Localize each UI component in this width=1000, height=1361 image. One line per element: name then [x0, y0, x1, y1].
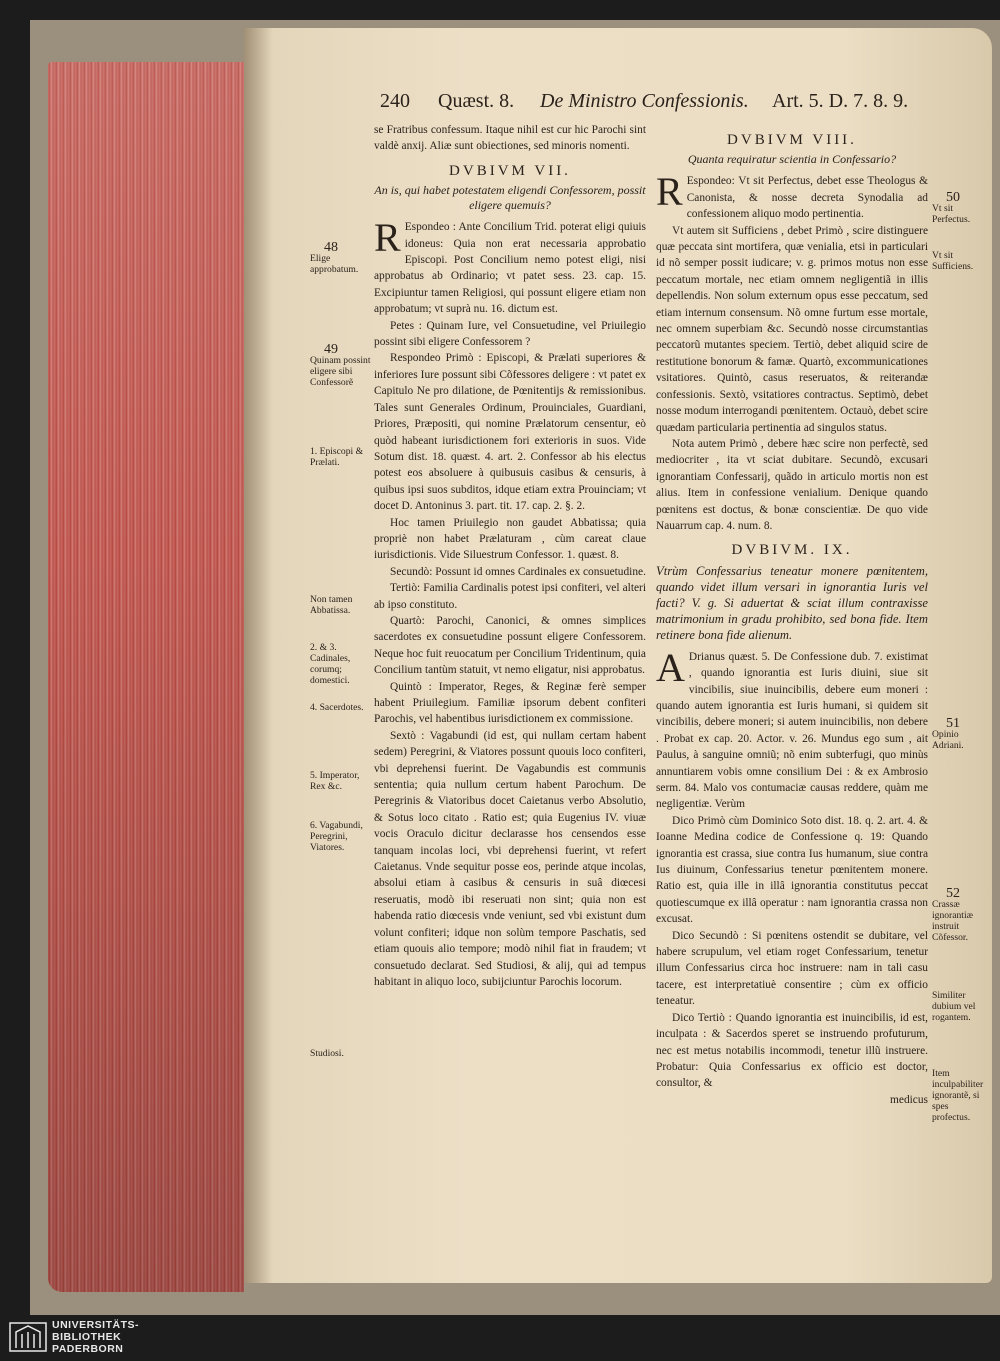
- paragraph: Quartò: Parochi, Canonici, & omnes simplices sacerdotes ex consuetudine possunt eligere Confessorem. Neque hoc fuit reuocatum per Concilium Tridentinum, quia Concilium tantùm statuit, vt nemo eligatur, nisi approbatus.: [374, 614, 646, 677]
- dubium-9-question: Vtrùm Confessarius teneatur monere pœnitentem, quando videt illum versari in ignorantia Iuris vel facti? V. g. Si aduertat & sciat illum contraxisse matrimonium in gradu prohibito, sed bona fide. Item retinere bona fide alienum.: [656, 563, 928, 642]
- right-column: [656, 132, 928, 1108]
- paragraph: Sextò : Vagabundi (id est, qui nullam certam habent sedem) Peregrini, & Viatores possunt quouis loco confiteri, vbi deprehensi fuerint. De Vagabundis est communis sententia; quia nullum certum habent Parochum. De Peregrinis & Viatoribus docet Caietanus verbo Absolutio, & Sotus loco citato . Ratio est; quia Eugenius IV. viuæ vocis Oraculo dicitur declarasse hos censendos esse tanquam incolas loci, vbi deprehensi fuerint, vt refert Caietanus. Vnde sequitur posse eos, perinde atque incolas, absolui etiam à casibus & censuris in suâ diœcesi reseruatis, modò ibi reseruati non sint; quia non est habenda ratio diœcesis vnde veniunt, sed vbi existunt dum volunt confiteri; idque non solùm tempore Paschatis, sed etiam quouis alio tempore; modò nihil fiat in fraudem; vt consuetudo declarat. Sed Studiosi, & alij, qui ad tempus habitant in aliquo loco, subijciuntur Parochis locorum.: [374, 729, 646, 988]
- margin-note: Non tamen Abbatissa.: [310, 594, 353, 616]
- intro-text: se Fratribus confessum. Itaque nihil est cur hic Parochi sint valdè anxij. Aliæ sunt obiectiones, sed minoris nomenti.: [374, 124, 646, 153]
- margin-note: 48 Elige approbatum.: [310, 240, 359, 275]
- catchword: medicus: [890, 1093, 928, 1106]
- paragraph: R Espondeo: Vt sit Perfectus, debet esse Theologus & Canonista, & nosse decreta Synodalia ad confessionem aliquo modo pertinentia.: [656, 169, 928, 221]
- margin-note: 5. Imperator, Rex &c.: [310, 770, 360, 792]
- paragraph: Dico Primò cùm Dominico Soto dist. 18. q. 2. art. 4. & Ioanne Medina codice de Confessione q. 19: Quando ignorantia est crassa, siue contra Ius humanum, siue contra Ius diuinum, Confessarius tenetur pœnitentem monere. Ratio est, quia ille in illâ ignorantia constitutus peccat quotiescumque ex illâ operatur : nam ignorantia crassa non excusat.: [656, 814, 928, 926]
- left-column: [374, 122, 646, 990]
- dubium-7-title: DVBIVM VII.: [449, 162, 571, 179]
- margin-note: 6. Vagabundi, Peregrini, Viatores.: [310, 820, 363, 853]
- paragraph: A Drianus quæst. 5. De Confessione dub. 7. existimat , quando ignorantia est Iuris diuini, siue sit vincibilis, siue inuincibilis, debere eum moneri : quando autem ignorantia est Iuris humani, si quidem sit vincibilis, debere moneri; si autem inuincibilis, non debere . Probat ex cap. 20. Actor. v. 26. Mundus ego sum , ait Paulus, à sanguine omniũ; nõ enim subterfugi, quo minùs annuntiarem vobis omne consilium Dei : & ex Ambrosio serm. 84. Malo vos contumaciæ causas reddere, quàm me negligentiæ. Verùm: [656, 644, 928, 811]
- margin-note: Vt sit Sufficiens.: [932, 250, 974, 272]
- margin-note: 4. Sacerdotes.: [310, 702, 364, 713]
- paragraph: Dico Tertiò : Quando ignorantia est inuincibilis, id est, inculpata : & Sacerdos speret se instruendo profuturum, nec est metus notabilis incommodi, tenetur illũ instruere. Probatur: Quia Confessarius ex officio est doctor, consultor, &: [656, 1011, 928, 1090]
- paragraph: Vt autem sit Sufficiens , debet Primò , scire distinguere quæ peccata sint mortifera, quæ venialia, etsi in particulari id nõ semper possit iudicare; v. g. primos motus non esse peccatum mortale, nec etiam omnem negligentiã in illis depellendis. Non solum externum opus esse peccatum, sed etiam internum consensum. Nõ omne furtum esse mortale, nec omnem superbiam &c. Secundò nosse circumstantias peccatorũ mutantes speciem. Tertiò, debet aliquid scire de restitutione bonorum & famæ. Quartò, excommunicationes vsitatiores. Quintò, casus reseruatos, & reiterandæ confessionis. Sextò, vsitatiores contractus. Septimò, debet nosse modum interrogandi pœnitentem. Octauò, debet scire quædam particularia pertinentia ad singulos status.: [656, 224, 928, 434]
- page-edge-shading: [48, 62, 244, 1292]
- margin-note: 2. & 3. Cadinales, corumq; domestici.: [310, 642, 351, 686]
- margin-note: 51 Opinio Adriani.: [932, 716, 964, 751]
- paragraph: Tertiò: Familia Cardinalis potest ipsi confiteri, vel alteri ab ipso constituto.: [374, 582, 646, 611]
- header-quaestio: Quæst. 8.: [438, 90, 515, 112]
- library-seal-icon: [8, 1320, 48, 1354]
- drop-cap: A: [656, 644, 685, 690]
- drop-cap: R: [374, 215, 401, 261]
- paragraph: Respondeo Primò : Episcopi, & Prælati superiores & inferiores Iure possunt sibi Cõfessores deligere : vt patet ex Capitulo Ne pro dilatione, de Pœnitentijs & remissionibus. Tales sunt Generales Ordinum, Prouinciales, Guardiani, Priores, Præpositi, qui nomine Prælatorum censentur, eò quòd habeant iurisdictionem fori exterioris in suos. Vide Sotum dist. 18. quæst. 4. art. 2. Confessor ab his electus potest eos absoluere à quibusuis casibus & censuris, à quibus ipsi suos subditos, idque etiam extra Prouinciam; vt docet D. Antoninus 3. part. tit. 17. cap. 2. §. 2.: [374, 352, 646, 513]
- running-header: [380, 90, 980, 124]
- paragraph: Hoc tamen Priuilegio non gaudet Abbatissa; quia propriè non habet Prælaturam , cùm careat claue iurisdictionis. Vide Siluestrum Confessor. 1. quæst. 8.: [374, 516, 646, 562]
- dubium-7-question: An is, qui habet potestatem eligendi Confessorem, possit eligere quemuis?: [374, 183, 646, 213]
- library-name: UNIVERSITÄTS- BIBLIOTHEK PADERBORN: [52, 1319, 140, 1355]
- header-title: De Ministro Confessionis.: [540, 90, 749, 112]
- page-gutter: [244, 28, 272, 1283]
- margin-note: Item inculpabiliter ignorantẽ, si spes profectus.: [932, 1068, 984, 1123]
- paragraph: R Espondeo : Ante Concilium Trid. poterat eligi quiuis idoneus: Quia non erat necessaria approbatio Episcopi. Post Concilium nemo potest eligi, nisi approbatus ab Ordinario; vt patet sess. 23. cap. 15. Excipiuntur tamen Religiosi, qui possunt eligere etiam non approbatum; vt suprà nu. 16. dictum est.: [374, 215, 646, 316]
- paragraph: Quintò : Imperator, Reges, & Reginæ ferè semper habent Priuilegium. Familiæ ipsorum debent confiteri Parochis, vel habentibus iurisdictionem ex commissione.: [374, 680, 646, 726]
- book-page: [244, 28, 992, 1283]
- paragraph: Petes : Quinam Iure, vel Consuetudine, vel Priuilegio possint sibi eligere Confessorem ?: [374, 319, 646, 349]
- header-article: Art. 5. D. 7. 8. 9.: [772, 90, 909, 112]
- library-logo: [8, 1318, 168, 1356]
- paragraph: Dico Secundò : Si pœnitens ostendit se dubitare, vel habere scrupulum, vel etiam roget Confessarium, tenetur illum Confessarius circa hoc instruere: nam in tali casu tacere, est interpretatiuè consentire ; cùm ex officio teneatur.: [656, 929, 928, 1008]
- dubium-8-title: DVBIVM VIII.: [727, 132, 857, 148]
- margin-note: 50 Vt sit Perfectus.: [932, 190, 971, 225]
- margin-note: Studiosi.: [310, 1048, 344, 1059]
- dubium-8-question: Quanta requiratur scientia in Confessario?: [687, 152, 897, 167]
- paragraph: Secundò: Possunt id omnes Cardinales ex consuetudine.: [390, 565, 646, 578]
- dubium-9-title: DVBIVM. IX.: [731, 542, 853, 559]
- margin-note: 49 Quinam possint eligere sibi Confessorẽ: [310, 342, 371, 388]
- drop-cap: R: [656, 169, 683, 215]
- margin-note: 52 Crassæ ignorantiæ instruit Cõfessor.: [932, 886, 974, 943]
- margin-note: Similiter dubium vel rogantem.: [932, 990, 976, 1023]
- margin-note: 1. Episcopi & Prælati.: [310, 446, 364, 468]
- paragraph: Nota autem Primò , debere hæc scire non perfectè, sed mediocriter , ita vt sciat dubitare. Secundò, excusari ignorantiam Confessarij, quãdo in articulo mortis non est alius. Item in confessione venialium. Denique quando pœnitens est doctus, & bonæ conscientiæ. De quo vide Nauarrum cap. 4. num. 8.: [656, 437, 928, 532]
- page-number: 240: [380, 90, 410, 112]
